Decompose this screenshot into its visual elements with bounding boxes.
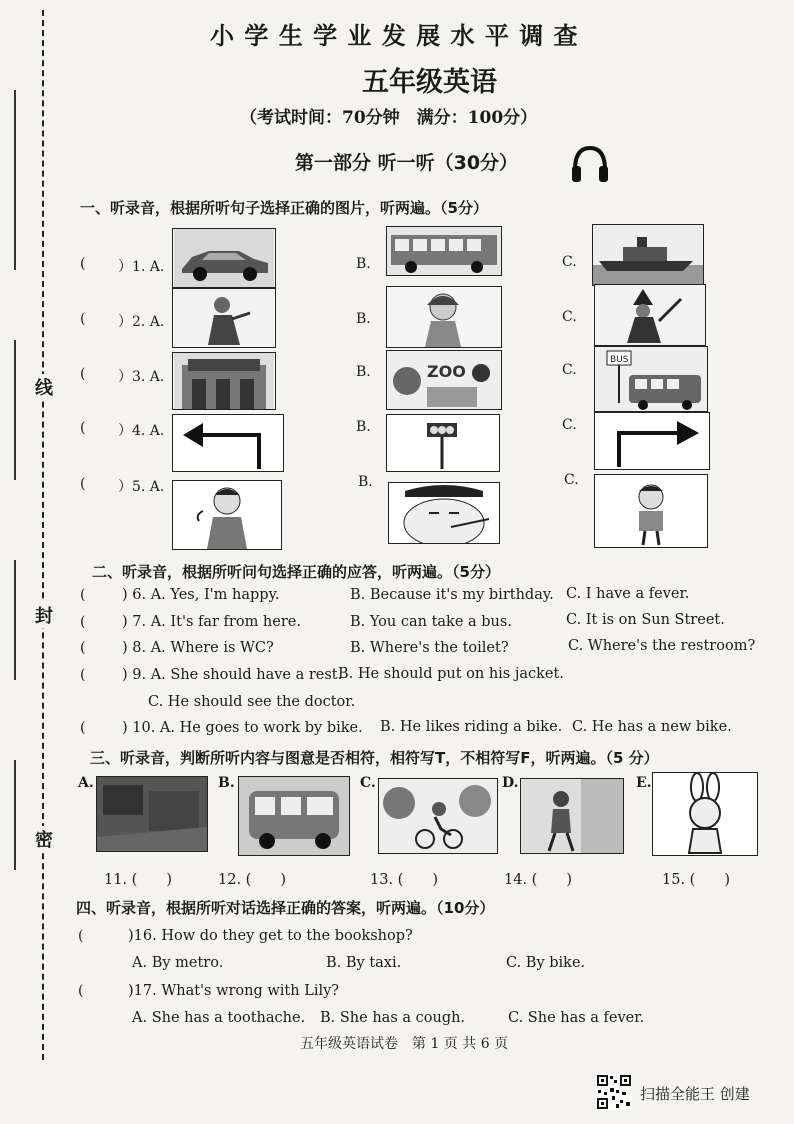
q10-option-c: C. He has a new bike. bbox=[572, 719, 732, 735]
q5-b-fever-face-picture bbox=[388, 482, 500, 544]
margin-char-xian: 线 bbox=[35, 374, 53, 400]
section3-photo-c-bike-rider bbox=[378, 778, 498, 854]
scanner-watermark: 扫描全能王 创建 bbox=[640, 1085, 750, 1103]
q2-b-girl-picture bbox=[386, 286, 502, 348]
answer-paren: ( bbox=[80, 720, 86, 736]
q4-option-c-label: C. bbox=[562, 417, 577, 433]
q1-number: ）1. A. bbox=[118, 259, 165, 275]
answer-paren: ( bbox=[80, 256, 86, 272]
answer-paren: ( bbox=[80, 667, 86, 683]
q1-option-c-label: C. bbox=[562, 254, 577, 270]
margin-rule bbox=[14, 340, 16, 480]
q4-a-turn-left-picture bbox=[172, 414, 284, 472]
section3-photo-e-rabbit bbox=[652, 772, 758, 856]
page-footer: 五年级英语试卷 第 1 页 共 6 页 bbox=[300, 1036, 509, 1052]
q10-option-b: B. He likes riding a bike. bbox=[380, 719, 563, 735]
q8-option-a: ) 8. A. Where is WC? bbox=[122, 640, 274, 656]
q12-answer: 12. ( ) bbox=[218, 872, 286, 888]
q2-a-person-picture bbox=[172, 288, 276, 348]
answer-paren: ( bbox=[80, 614, 86, 630]
answer-paren: ( bbox=[80, 476, 86, 492]
q5-number: ）5. A. bbox=[118, 479, 165, 495]
section3-photo-b-bus bbox=[238, 776, 350, 856]
svg-text:ZOO: ZOO bbox=[427, 362, 466, 381]
section3-label-a: A. bbox=[78, 775, 94, 791]
q6-option-c: C. I have a fever. bbox=[566, 586, 690, 602]
margin-char-feng: 封 bbox=[35, 602, 53, 628]
section3-label-e: E. bbox=[636, 775, 652, 791]
q5-c-toothache-boy-picture bbox=[594, 474, 708, 548]
q1-b-bus-picture bbox=[386, 226, 502, 276]
q9-option-c: C. He should see the doctor. bbox=[148, 694, 356, 710]
q4-c-turn-right-picture bbox=[594, 412, 710, 470]
headphones-icon bbox=[570, 142, 610, 184]
binding-dashed-line bbox=[42, 10, 44, 1060]
q2-option-c-label: C. bbox=[562, 309, 577, 325]
part-title: 第一部分 听一听（30分） bbox=[295, 152, 519, 174]
exam-info: （考试时间：70分钟 满分：100分） bbox=[240, 108, 538, 128]
q3-c-bus-stop-picture bbox=[594, 346, 708, 412]
q8-option-b: B. Where's the toilet? bbox=[350, 640, 509, 656]
q2-c-witch-picture bbox=[594, 284, 706, 346]
q15-answer: 15. ( ) bbox=[662, 872, 730, 888]
q16-question: )16. How do they get to the bookshop? bbox=[128, 928, 413, 944]
answer-paren: ( bbox=[80, 311, 86, 327]
section1-heading: 一、听录音，根据所听句子选择正确的图片，听两遍。（5分） bbox=[80, 199, 488, 217]
q3-option-b-label: B. bbox=[356, 364, 371, 380]
q16-option-c: C. By bike. bbox=[506, 955, 586, 971]
q17-option-c: C. She has a fever. bbox=[508, 1010, 645, 1026]
subject-title: 五年级英语 bbox=[362, 67, 497, 98]
answer-paren: ( bbox=[80, 587, 86, 603]
section3-label-c: C. bbox=[360, 775, 376, 791]
section3-photo-d-walking-boy bbox=[520, 778, 624, 854]
q9-option-a: ) 9. A. She should have a rest. bbox=[122, 667, 343, 683]
answer-paren: ( bbox=[80, 366, 86, 382]
q9-option-b: B. He should put on his jacket. bbox=[338, 666, 564, 682]
q2-number: ）2. A. bbox=[118, 314, 165, 330]
q6-option-b: B. Because it's my birthday. bbox=[350, 587, 554, 603]
q4-number: ）4. A. bbox=[118, 423, 165, 439]
q16-option-b: B. By taxi. bbox=[326, 955, 402, 971]
section3-heading: 三、听录音，判断所听内容与图意是否相符，相符写T，不相符写F，听两遍。（5 分） bbox=[90, 749, 659, 767]
section3-photo-a-street bbox=[96, 776, 208, 852]
q8-option-c: C. Where's the restroom? bbox=[568, 638, 756, 654]
q16-option-a: A. By metro. bbox=[132, 955, 224, 971]
q3-option-c-label: C. bbox=[562, 362, 577, 378]
answer-paren: ( bbox=[80, 640, 86, 656]
q17-option-a: A. She has a toothache. bbox=[132, 1010, 306, 1026]
q17-option-b: B. She has a cough. bbox=[320, 1010, 466, 1026]
section2-heading: 二、听录音，根据所听问句选择正确的应答，听两遍。（5分） bbox=[92, 563, 500, 581]
section4-heading: 四、听录音，根据所听对话选择正确的答案，听两遍。（10分） bbox=[76, 899, 495, 917]
q13-answer: 13. ( ) bbox=[370, 872, 438, 888]
survey-title: 小 学 生 学 业 发 展 水 平 调 查 bbox=[210, 22, 579, 50]
margin-char-mi: 密 bbox=[35, 826, 53, 852]
answer-paren: ( bbox=[78, 928, 84, 944]
section3-label-b: B. bbox=[218, 775, 235, 791]
q10-option-a: ) 10. A. He goes to work by bike. bbox=[122, 720, 363, 736]
qr-code-icon bbox=[596, 1074, 632, 1110]
q1-option-b-label: B. bbox=[356, 256, 371, 272]
q5-option-b-label: B. bbox=[358, 474, 373, 490]
q7-option-c: C. It is on Sun Street. bbox=[566, 612, 725, 628]
svg-text:BUS: BUS bbox=[610, 355, 629, 365]
q17-question: )17. What's wrong with Lily? bbox=[128, 983, 340, 999]
q11-answer: 11. ( ) bbox=[104, 872, 172, 888]
q7-option-b: B. You can take a bus. bbox=[350, 614, 512, 630]
answer-paren: ( bbox=[80, 420, 86, 436]
q6-option-a: ) 6. A. Yes, I'm happy. bbox=[122, 587, 280, 603]
q5-option-c-label: C. bbox=[564, 472, 579, 488]
q4-option-b-label: B. bbox=[356, 419, 371, 435]
q3-b-zoo-picture bbox=[386, 350, 502, 410]
q7-option-a: ) 7. A. It's far from here. bbox=[122, 614, 301, 630]
q2-option-b-label: B. bbox=[356, 311, 371, 327]
answer-paren: ( bbox=[78, 983, 84, 999]
margin-rule bbox=[14, 90, 16, 270]
margin-rule bbox=[14, 760, 16, 870]
q3-number: ）3. A. bbox=[118, 369, 165, 385]
section3-label-d: D. bbox=[502, 775, 519, 791]
q4-b-traffic-light-picture bbox=[386, 414, 500, 472]
q1-a-car-picture bbox=[172, 228, 276, 288]
q14-answer: 14. ( ) bbox=[504, 872, 572, 888]
margin-rule bbox=[14, 560, 16, 680]
q1-c-ship-picture bbox=[592, 224, 704, 286]
q3-a-cinema-picture bbox=[172, 352, 276, 410]
q5-a-coughing-boy-picture bbox=[172, 480, 282, 550]
